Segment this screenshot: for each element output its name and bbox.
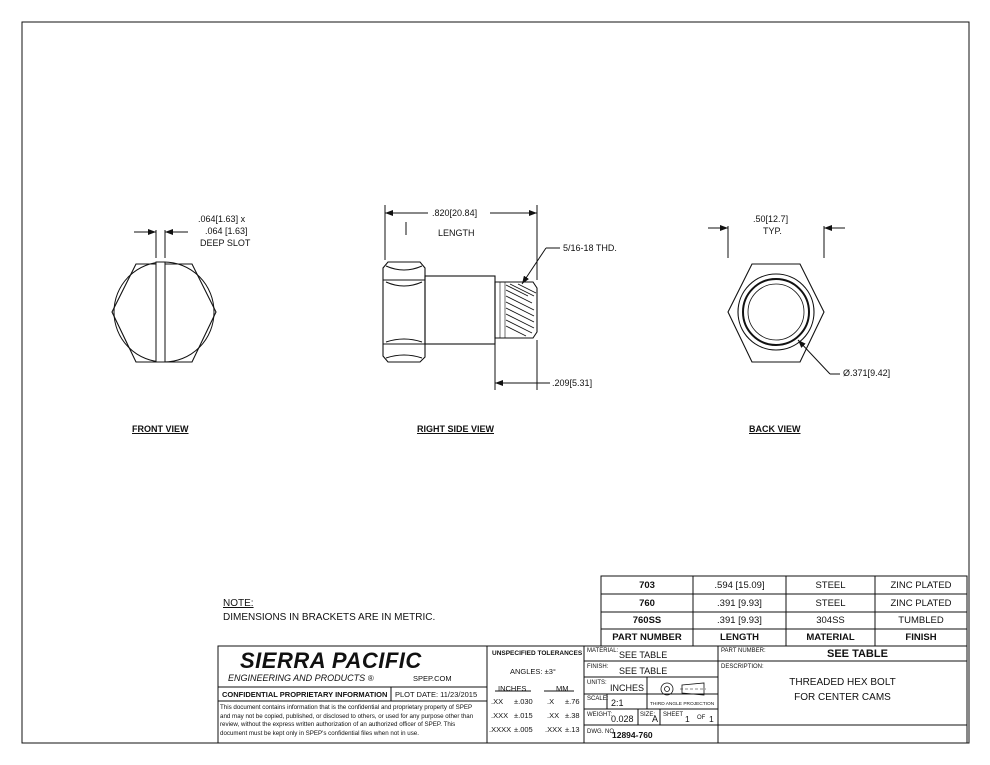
table-header-finish: FINISH: [905, 632, 937, 643]
back-hex-metric: 12.7: [768, 214, 786, 224]
side-thread-metric: 5.31: [572, 378, 590, 388]
table-row-0-length: .594 [15.09]: [714, 580, 765, 591]
front-slot-dim-line1: .064[1.63] x: [198, 214, 246, 224]
company-name: SIERRA PACIFIC: [240, 648, 422, 673]
table-header-length: LENGTH: [719, 632, 760, 643]
tol-row-2-in-fmt: .XXXX: [489, 725, 512, 734]
description-line2: FOR CENTER CAMS: [794, 692, 891, 703]
partnumber-label: PART NUMBER:: [721, 648, 766, 654]
side-thread-callout: 5/16-18 THD.: [563, 243, 617, 253]
plot-date: PLOT DATE: 11/23/2015: [395, 690, 478, 699]
scale-label: SCALE:: [587, 696, 609, 702]
table-row-2-finish: TUMBLED: [898, 615, 944, 626]
weight-label: WEIGHT:: [587, 712, 612, 718]
tolerances-inches-label: INCHES: [498, 684, 527, 693]
finish-label: FINISH:: [587, 664, 609, 670]
back-dia-dim: Ø.371[9.42]: [843, 368, 891, 378]
tol-row-0-in-fmt: .XX: [491, 697, 504, 706]
description-label: DESCRIPTION:: [721, 664, 764, 670]
units-label: UNITS:: [587, 680, 607, 686]
table-row-2-length: .391 [9.93]: [717, 615, 762, 626]
sheet-label: SHEET: [663, 712, 684, 718]
tol-row-1-mm-tol: ±.38: [565, 711, 580, 720]
side-thread-dim: .209[5.31]: [552, 378, 593, 388]
back-view-drawing: [708, 226, 845, 374]
tol-row-1-mm-fmt: .XX: [547, 711, 560, 720]
side-length-metric: 20.84: [452, 208, 475, 218]
dwg-label: DWG. NO.: [587, 729, 616, 735]
confidential-text: This document contains information that is the confidential and proprietary property of SPEP and may not be copied, published, or disclosed to others, or used for any purpose other than review, without the express written authorization of an authorized officer of SPEP. This document must be kept only in SPEP's confidential files when not in use.: [220, 704, 474, 737]
table-row-1-part: 760: [639, 598, 655, 609]
tol-row-2-in-tol: ±.005: [514, 725, 533, 734]
finish-value: SEE TABLE: [619, 666, 668, 676]
side-thread-value: .209: [552, 378, 570, 388]
tol-row-0-mm-tol: ±.76: [565, 697, 580, 706]
material-label: MATERIAL:: [587, 648, 619, 654]
tolerances-angles: ANGLES: ±3°: [510, 667, 556, 676]
table-row-0-material: STEEL: [815, 580, 846, 591]
table-row-0-finish: ZINC PLATED: [890, 580, 952, 591]
table-row-1-length: .391 [9.93]: [717, 598, 762, 609]
weight-value: 0.028: [611, 714, 634, 724]
front-view-label: FRONT VIEW: [132, 424, 189, 434]
back-hex-value: .50: [753, 214, 766, 224]
registered-mark: ®: [367, 674, 374, 683]
scale-value: 2:1: [611, 698, 624, 708]
front-slot-width: .064: [198, 214, 216, 224]
company-subtitle: [228, 673, 374, 683]
partnumber-value: SEE TABLE: [827, 648, 888, 660]
units-value: INCHES: [610, 683, 645, 693]
side-length-dim: .820[20.84]: [432, 208, 478, 218]
table-header-material: MATERIAL: [806, 632, 855, 643]
tol-row-2-mm-fmt: .XXX: [545, 725, 563, 734]
diameter-symbol: Ø: [843, 368, 851, 378]
size-value: A: [652, 714, 659, 724]
side-length-value: .820: [432, 208, 450, 218]
confidential-label: CONFIDENTIAL PROPRIETARY INFORMATION: [222, 690, 388, 699]
table-row-2-material: 304SS: [816, 615, 845, 626]
front-slot-dim-line2: .064 [1.63]: [205, 226, 248, 236]
tolerances-mm-label: MM: [556, 684, 569, 693]
note-heading: NOTE:: [223, 598, 254, 609]
tolerances-title: UNSPECIFIED TOLERANCES: [492, 650, 583, 657]
back-hex-typ: TYP.: [763, 226, 782, 236]
tol-row-1-in-fmt: .XXX: [491, 711, 509, 720]
table-header-part: PART NUMBER: [612, 632, 682, 643]
table-row-1-material: STEEL: [815, 598, 846, 609]
side-view-label: RIGHT SIDE VIEW: [417, 424, 495, 434]
front-slot-width-metric: 1.63: [218, 214, 236, 224]
tol-row-0-mm-fmt: .X: [547, 697, 555, 706]
size-label: SIZE:: [640, 712, 656, 718]
tol-row-1-in-tol: ±.015: [514, 711, 533, 720]
material-value: SEE TABLE: [619, 650, 668, 660]
note-text: DIMENSIONS IN BRACKETS ARE IN METRIC.: [223, 612, 436, 623]
sheet-of: OF: [697, 715, 706, 721]
table-row-0-part: 703: [639, 580, 655, 591]
tol-row-0-in-tol: ±.030: [514, 697, 533, 706]
sheet-total: 1: [709, 714, 714, 724]
front-slot-x: x: [240, 214, 246, 224]
front-slot-dim-line3: DEEP SLOT: [200, 238, 251, 248]
tol-row-2-mm-tol: ±.13: [565, 725, 580, 734]
back-view-label: BACK VIEW: [749, 424, 801, 434]
back-dia-value: .371: [850, 368, 868, 378]
table-row-1-finish: ZINC PLATED: [890, 598, 952, 609]
back-dia-metric: 9.42: [870, 368, 888, 378]
description-line1: THREADED HEX BOLT: [789, 677, 896, 688]
front-view-drawing: [112, 230, 216, 362]
third-angle-projection-symbol: [661, 683, 706, 695]
back-hex-dim: .50[12.7]: [753, 214, 789, 224]
dwg-value: 12894-760: [612, 730, 653, 740]
projection-label: THIRD ANGLE PROJECTION: [650, 702, 715, 707]
company-website: SPEP.COM: [413, 674, 452, 683]
side-length-label: LENGTH: [438, 228, 475, 238]
table-row-2-part: 760SS: [632, 615, 662, 626]
sheet-num: 1: [685, 714, 690, 724]
company-sub-text: ENGINEERING AND PRODUCTS: [228, 673, 366, 683]
